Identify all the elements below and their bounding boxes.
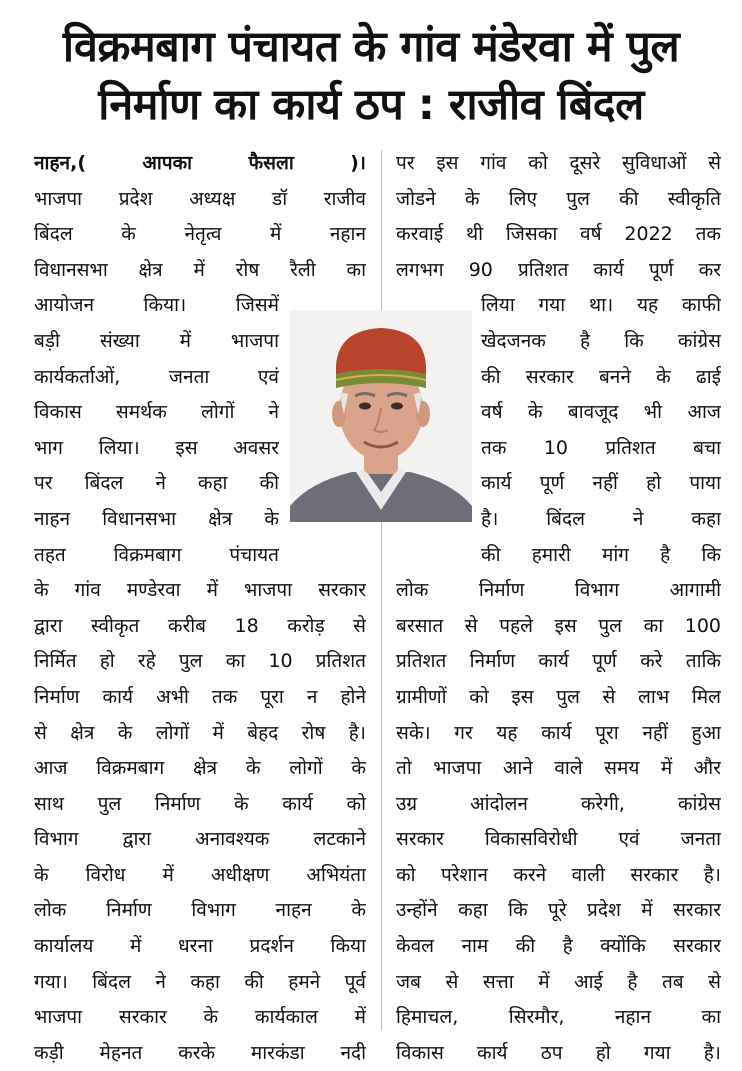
article-line: के गांव मण्डेरवा में भाजपा सरकार	[34, 579, 366, 602]
article-line: को परेशान करने वाली सरकार है।	[396, 863, 721, 886]
article-line: उग्र आंदोलन करेगी, कांग्रेस	[396, 792, 721, 815]
article-line: लगभग 90 प्रतिशत कार्य पूर्ण कर	[396, 258, 721, 281]
article-line: जब से सत्ता में आई है तब से	[396, 970, 721, 993]
article-line: निर्माण कार्य अभी तक पूरा न होने	[34, 685, 366, 708]
article-line: साथ पुल निर्माण के कार्य को	[34, 792, 366, 815]
article-line: निर्मित हो रहे पुल का 10 प्रतिशत	[34, 650, 366, 673]
article-line: तहत विक्रमबाग पंचायत	[34, 543, 279, 566]
article-line: विकास कार्य ठप हो गया है।	[396, 1041, 721, 1064]
article-line: बरसात से पहले इस पुल का 100	[396, 614, 721, 637]
article-line: कार्य पूर्ण नहीं हो पाया	[481, 472, 721, 495]
article-line: उन्होंने कहा कि पूरे प्रदेश में सरकार	[396, 899, 721, 922]
article-line: बड़ी संख्या में भाजपा	[34, 329, 279, 352]
article-left-column	[34, 146, 366, 1071]
article-line: कार्यालय में धरना प्रदर्शन किया	[34, 935, 366, 958]
article-line: कार्यकर्ताओं, जनता एवं	[34, 365, 279, 388]
article-line: कड़ी मेहनत करके मारकंडा नदी	[34, 1041, 366, 1064]
article-line: की हमारी मांग है कि	[481, 543, 721, 566]
article-line: केवल नाम की है क्योंकि सरकार	[396, 935, 721, 958]
article-line: ग्रामीणों को इस पुल से लाभ मिल	[396, 685, 721, 708]
article-line: हिमाचल, सिरमौर, नहान का	[396, 1006, 721, 1029]
portrait-illustration	[290, 310, 472, 522]
headline-line-1: विक्रमबाग पंचायत के गांव मंडेरवा में पुल	[62, 22, 680, 72]
article-line: करवाई थी जिसका वर्ष 2022 तक	[396, 223, 721, 246]
article-line: नाहन विधानसभा क्षेत्र के	[34, 507, 279, 530]
article-line: तक 10 प्रतिशत बचा	[481, 436, 721, 459]
article-line: जोडने के लिए पुल की स्वीकृति	[396, 187, 721, 210]
article-line: तो भाजपा आने वाले समय में और	[396, 757, 721, 780]
article-line: प्रतिशत निर्माण कार्य पूर्ण करे ताकि	[396, 650, 721, 673]
article-line: भाजपा प्रदेश अध्यक्ष डॉ राजीव	[34, 187, 366, 210]
article-line: लिया गया था। यह काफी	[481, 294, 721, 317]
article-line: आयोजन किया। जिसमें	[34, 294, 279, 317]
article-line: के विरोध में अधीक्षण अभियंता	[34, 863, 366, 886]
article-line: भाग लिया। इस अवसर	[34, 436, 279, 459]
article-line: से क्षेत्र के लोगों में बेहद रोष है।	[34, 721, 366, 744]
portrait-photo	[290, 310, 472, 522]
article-line: खेदजनक है कि कांग्रेस	[481, 329, 721, 352]
article-line: है। बिंदल ने कहा	[481, 507, 721, 530]
headline-line-2: निर्माण का कार्य ठप : राजीव बिंदल	[98, 80, 644, 130]
article-line: द्वारा स्वीकृत करीब 18 करोड़ से	[34, 614, 366, 637]
article-line: आज विक्रमबाग क्षेत्र के लोगों के	[34, 757, 366, 780]
article-line: वर्ष के बावजूद भी आज	[481, 401, 721, 424]
article-line: लोक निर्माण विभाग आगामी	[396, 579, 721, 602]
article-right-column	[396, 146, 721, 1071]
article-line: पर इस गांव को दूसरे सुविधाओं से	[396, 152, 721, 174]
article-line: पर बिंदल ने कहा की	[34, 472, 279, 495]
article-line: विकास समर्थक लोगों ने	[34, 401, 279, 424]
dateline: नाहन,( आपका फैसला )।	[34, 152, 366, 174]
article-line: सरकार विकासविरोधी एवं जनता	[396, 828, 721, 851]
article-line: लोक निर्माण विभाग नाहन के	[34, 899, 366, 922]
article-line: बिंदल के नेतृत्व में नहान	[34, 223, 366, 246]
article-line: विभाग द्वारा अनावश्यक लटकाने	[34, 828, 366, 851]
column-divider	[381, 150, 382, 1030]
headline	[20, 18, 722, 134]
article-line: सके। गर यह कार्य पूरा नहीं हुआ	[396, 721, 721, 744]
article-line: भाजपा सरकार के कार्यकाल में	[34, 1006, 366, 1029]
article-line: गया। बिंदल ने कहा की हमने पूर्व	[34, 970, 366, 993]
article-line: विधानसभा क्षेत्र में रोष रैली का	[34, 258, 366, 281]
article-line: की सरकार बनने के ढाई	[481, 365, 721, 388]
